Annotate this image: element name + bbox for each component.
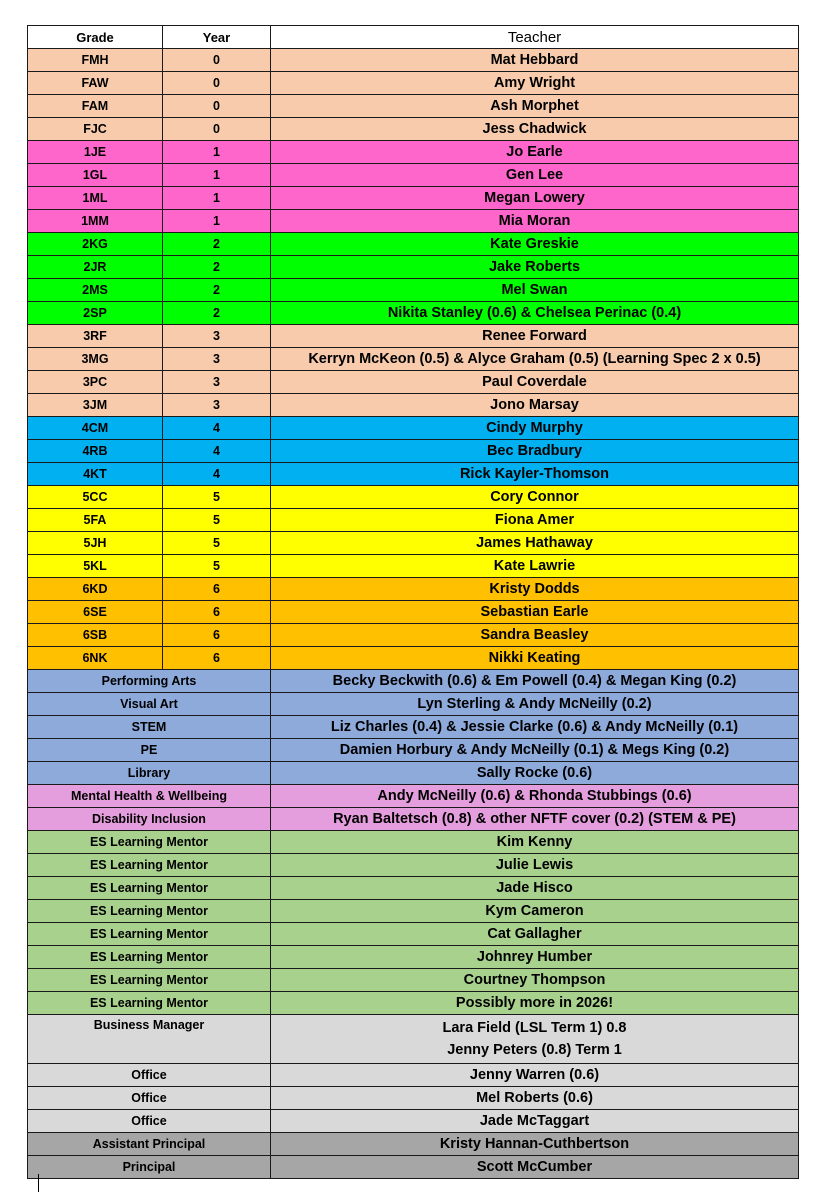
year-cell: 6 bbox=[163, 647, 271, 670]
year-cell: 2 bbox=[163, 279, 271, 302]
staff-row bbox=[28, 900, 799, 923]
role-cell: PE bbox=[28, 739, 271, 762]
grade-cell: 6SB bbox=[28, 624, 163, 647]
staff-row bbox=[28, 992, 799, 1015]
class-row bbox=[28, 233, 799, 256]
year-cell: 0 bbox=[163, 49, 271, 72]
staff-row bbox=[28, 923, 799, 946]
business-manager-row bbox=[28, 1015, 799, 1064]
teacher-cell: Mel Swan bbox=[271, 279, 799, 302]
staff-row bbox=[28, 785, 799, 808]
teacher-cell: Kate Greskie bbox=[271, 233, 799, 256]
teacher-cell: Damien Horbury & Andy McNeilly (0.1) & Megs King (0.2) bbox=[271, 739, 799, 762]
class-row bbox=[28, 371, 799, 394]
year-cell: 0 bbox=[163, 95, 271, 118]
teacher-cell: Mel Roberts (0.6) bbox=[271, 1087, 799, 1110]
year-cell: 1 bbox=[163, 141, 271, 164]
teacher-cell: Gen Lee bbox=[271, 164, 799, 187]
staff-row bbox=[28, 1064, 799, 1087]
grade-cell: 2MS bbox=[28, 279, 163, 302]
teacher-cell: Jade McTaggart bbox=[271, 1110, 799, 1133]
staff-row bbox=[28, 693, 799, 716]
staff-row bbox=[28, 1133, 799, 1156]
role-cell: Mental Health & Wellbeing bbox=[28, 785, 271, 808]
header-row bbox=[28, 26, 799, 49]
teacher-cell: Cory Connor bbox=[271, 486, 799, 509]
teacher-cell: Andy McNeilly (0.6) & Rhonda Stubbings (0.6) bbox=[271, 785, 799, 808]
staff-row bbox=[28, 854, 799, 877]
class-row bbox=[28, 164, 799, 187]
staff-row bbox=[28, 877, 799, 900]
role-cell: Disability Inclusion bbox=[28, 808, 271, 831]
teacher-cell: Kristy Dodds bbox=[271, 578, 799, 601]
year-cell: 2 bbox=[163, 256, 271, 279]
class-row bbox=[28, 95, 799, 118]
teacher-cell: Sally Rocke (0.6) bbox=[271, 762, 799, 785]
role-cell: Office bbox=[28, 1064, 271, 1087]
class-row bbox=[28, 509, 799, 532]
grade-cell: 2KG bbox=[28, 233, 163, 256]
teacher-cell: Possibly more in 2026! bbox=[271, 992, 799, 1015]
teacher-cell: Fiona Amer bbox=[271, 509, 799, 532]
year-cell: 5 bbox=[163, 555, 271, 578]
teacher-cell: Sandra Beasley bbox=[271, 624, 799, 647]
teacher-cell: Jess Chadwick bbox=[271, 118, 799, 141]
year-cell: 1 bbox=[163, 187, 271, 210]
year-cell: 1 bbox=[163, 164, 271, 187]
role-cell: Office bbox=[28, 1087, 271, 1110]
year-header: Year bbox=[163, 26, 271, 49]
class-row bbox=[28, 647, 799, 670]
teacher-cell: Ryan Baltetsch (0.8) & other NFTF cover (0.2) (STEM & PE) bbox=[271, 808, 799, 831]
grade-cell: 3MG bbox=[28, 348, 163, 371]
class-row bbox=[28, 440, 799, 463]
role-cell: Business Manager bbox=[28, 1015, 271, 1064]
class-row bbox=[28, 417, 799, 440]
year-cell: 6 bbox=[163, 624, 271, 647]
teacher-cell: Cindy Murphy bbox=[271, 417, 799, 440]
teacher-cell: Megan Lowery bbox=[271, 187, 799, 210]
teacher-cell: Paul Coverdale bbox=[271, 371, 799, 394]
teacher-cell: Lyn Sterling & Andy McNeilly (0.2) bbox=[271, 693, 799, 716]
role-cell: Performing Arts bbox=[28, 670, 271, 693]
year-cell: 6 bbox=[163, 578, 271, 601]
role-cell: ES Learning Mentor bbox=[28, 877, 271, 900]
role-cell: ES Learning Mentor bbox=[28, 854, 271, 877]
staff-row bbox=[28, 1110, 799, 1133]
teacher-line: Jenny Peters (0.8) Term 1 bbox=[447, 1042, 622, 1058]
teacher-cell: Nikki Keating bbox=[271, 647, 799, 670]
teacher-cell: Kym Cameron bbox=[271, 900, 799, 923]
staff-allocation-table bbox=[27, 25, 799, 1179]
class-row bbox=[28, 394, 799, 417]
class-row bbox=[28, 187, 799, 210]
staff-row bbox=[28, 670, 799, 693]
year-cell: 2 bbox=[163, 302, 271, 325]
grade-cell: 5KL bbox=[28, 555, 163, 578]
teacher-cell: Jono Marsay bbox=[271, 394, 799, 417]
grade-cell: 2SP bbox=[28, 302, 163, 325]
teacher-cell: Becky Beckwith (0.6) & Em Powell (0.4) & Megan King (0.2) bbox=[271, 670, 799, 693]
grade-header: Grade bbox=[28, 26, 163, 49]
class-row bbox=[28, 486, 799, 509]
teacher-cell: Courtney Thompson bbox=[271, 969, 799, 992]
teacher-cell: Ash Morphet bbox=[271, 95, 799, 118]
class-row bbox=[28, 532, 799, 555]
year-cell: 3 bbox=[163, 371, 271, 394]
teacher-cell: Mia Moran bbox=[271, 210, 799, 233]
teacher-cell: Cat Gallagher bbox=[271, 923, 799, 946]
class-row bbox=[28, 325, 799, 348]
grade-cell: 6KD bbox=[28, 578, 163, 601]
grade-cell: FJC bbox=[28, 118, 163, 141]
grade-cell: 6SE bbox=[28, 601, 163, 624]
role-cell: ES Learning Mentor bbox=[28, 946, 271, 969]
class-row bbox=[28, 555, 799, 578]
teacher-cell: Kate Lawrie bbox=[271, 555, 799, 578]
grade-cell: 3PC bbox=[28, 371, 163, 394]
year-cell: 2 bbox=[163, 233, 271, 256]
class-row bbox=[28, 118, 799, 141]
staff-row bbox=[28, 739, 799, 762]
teacher-line: Lara Field (LSL Term 1) 0.8 bbox=[442, 1020, 627, 1036]
role-cell: ES Learning Mentor bbox=[28, 831, 271, 854]
class-row bbox=[28, 601, 799, 624]
teacher-cell: Amy Wright bbox=[271, 72, 799, 95]
teacher-cell: Rick Kayler-Thomson bbox=[271, 463, 799, 486]
staff-row bbox=[28, 1156, 799, 1179]
teacher-header: Teacher bbox=[271, 26, 799, 49]
staff-row bbox=[28, 716, 799, 739]
teacher-cell: Kerryn McKeon (0.5) & Alyce Graham (0.5) (Learning Spec 2 x 0.5) bbox=[271, 348, 799, 371]
class-row bbox=[28, 210, 799, 233]
teacher-cell: Jake Roberts bbox=[271, 256, 799, 279]
grade-cell: 1MM bbox=[28, 210, 163, 233]
grade-cell: FAW bbox=[28, 72, 163, 95]
teacher-cell: Kristy Hannan-Cuthbertson bbox=[271, 1133, 799, 1156]
grade-cell: FAM bbox=[28, 95, 163, 118]
teacher-cell: Jade Hisco bbox=[271, 877, 799, 900]
class-row bbox=[28, 72, 799, 95]
text-cursor bbox=[38, 1174, 39, 1192]
staff-row bbox=[28, 762, 799, 785]
teacher-cell: Liz Charles (0.4) & Jessie Clarke (0.6) & Andy McNeilly (0.1) bbox=[271, 716, 799, 739]
year-cell: 0 bbox=[163, 118, 271, 141]
grade-cell: 6NK bbox=[28, 647, 163, 670]
year-cell: 1 bbox=[163, 210, 271, 233]
teacher-cell: Kim Kenny bbox=[271, 831, 799, 854]
teacher-cell: Renee Forward bbox=[271, 325, 799, 348]
teacher-cell bbox=[271, 1015, 799, 1064]
role-cell: ES Learning Mentor bbox=[28, 969, 271, 992]
teacher-cell: Scott McCumber bbox=[271, 1156, 799, 1179]
teacher-cell: Johnrey Humber bbox=[271, 946, 799, 969]
class-row bbox=[28, 141, 799, 164]
staff-row bbox=[28, 946, 799, 969]
year-cell: 4 bbox=[163, 417, 271, 440]
role-cell: Principal bbox=[28, 1156, 271, 1179]
teacher-cell: Bec Bradbury bbox=[271, 440, 799, 463]
grade-cell: FMH bbox=[28, 49, 163, 72]
teacher-cell: James Hathaway bbox=[271, 532, 799, 555]
year-cell: 6 bbox=[163, 601, 271, 624]
grade-cell: 4RB bbox=[28, 440, 163, 463]
role-cell: Visual Art bbox=[28, 693, 271, 716]
class-row bbox=[28, 624, 799, 647]
teacher-cell: Julie Lewis bbox=[271, 854, 799, 877]
grade-cell: 5JH bbox=[28, 532, 163, 555]
year-cell: 3 bbox=[163, 348, 271, 371]
class-row bbox=[28, 279, 799, 302]
teacher-cell: Sebastian Earle bbox=[271, 601, 799, 624]
teacher-cell: Nikita Stanley (0.6) & Chelsea Perinac (0.4) bbox=[271, 302, 799, 325]
grade-cell: 2JR bbox=[28, 256, 163, 279]
year-cell: 4 bbox=[163, 440, 271, 463]
year-cell: 5 bbox=[163, 509, 271, 532]
grade-cell: 5CC bbox=[28, 486, 163, 509]
class-row bbox=[28, 463, 799, 486]
staff-row bbox=[28, 969, 799, 992]
staff-row bbox=[28, 1087, 799, 1110]
year-cell: 5 bbox=[163, 532, 271, 555]
role-cell: ES Learning Mentor bbox=[28, 923, 271, 946]
teacher-cell: Jenny Warren (0.6) bbox=[271, 1064, 799, 1087]
staff-row bbox=[28, 831, 799, 854]
year-cell: 3 bbox=[163, 394, 271, 417]
class-row bbox=[28, 49, 799, 72]
year-cell: 3 bbox=[163, 325, 271, 348]
teacher-cell: Jo Earle bbox=[271, 141, 799, 164]
role-cell: ES Learning Mentor bbox=[28, 900, 271, 923]
role-cell: STEM bbox=[28, 716, 271, 739]
grade-cell: 5FA bbox=[28, 509, 163, 532]
grade-cell: 3RF bbox=[28, 325, 163, 348]
grade-cell: 4CM bbox=[28, 417, 163, 440]
grade-cell: 1GL bbox=[28, 164, 163, 187]
year-cell: 4 bbox=[163, 463, 271, 486]
teacher-cell: Mat Hebbard bbox=[271, 49, 799, 72]
grade-cell: 1ML bbox=[28, 187, 163, 210]
class-row bbox=[28, 302, 799, 325]
class-row bbox=[28, 578, 799, 601]
role-cell: ES Learning Mentor bbox=[28, 992, 271, 1015]
class-row bbox=[28, 256, 799, 279]
role-cell: Office bbox=[28, 1110, 271, 1133]
staff-row bbox=[28, 808, 799, 831]
grade-cell: 1JE bbox=[28, 141, 163, 164]
year-cell: 5 bbox=[163, 486, 271, 509]
grade-cell: 3JM bbox=[28, 394, 163, 417]
year-cell: 0 bbox=[163, 72, 271, 95]
role-cell: Assistant Principal bbox=[28, 1133, 271, 1156]
class-row bbox=[28, 348, 799, 371]
grade-cell: 4KT bbox=[28, 463, 163, 486]
role-cell: Library bbox=[28, 762, 271, 785]
